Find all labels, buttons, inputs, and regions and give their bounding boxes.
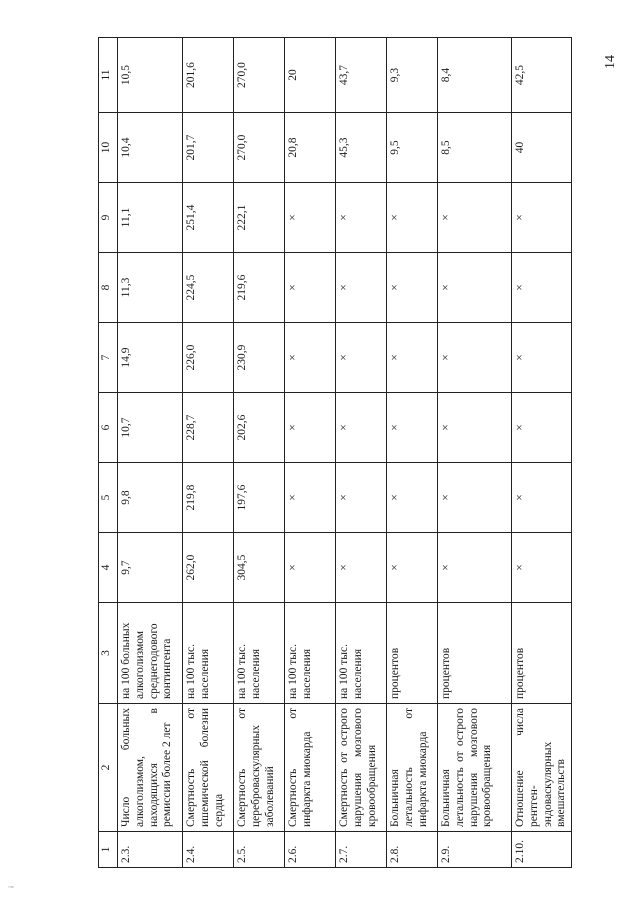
year-value: 40 (512, 113, 572, 183)
column-number: 11 (99, 38, 118, 113)
year-value: × (387, 533, 438, 603)
row-code: 2.8. (387, 832, 438, 868)
unit-of-measure: на 100 тыс. населения (234, 603, 285, 704)
column-number: 5 (99, 463, 118, 533)
unit-of-measure: процентов (438, 603, 512, 704)
year-value: 270,0 (234, 113, 285, 183)
row-code: 2.9. (438, 832, 512, 868)
year-value: 251,4 (183, 183, 234, 253)
indicator-name: Смертность от ишемической болезни сердца (183, 704, 234, 832)
year-value: × (285, 253, 336, 323)
year-value: × (336, 323, 387, 393)
year-value: × (438, 253, 512, 323)
table-row (438, 38, 512, 868)
year-value: 228,7 (183, 393, 234, 463)
year-value: × (336, 533, 387, 603)
year-value: 197,6 (234, 463, 285, 533)
stray-mark: ¡ (6, 885, 15, 889)
year-value: 11,1 (118, 183, 183, 253)
year-value: 20 (285, 38, 336, 113)
year-value: × (512, 533, 572, 603)
year-value: 42,5 (512, 38, 572, 113)
year-value: × (336, 393, 387, 463)
year-value: × (512, 183, 572, 253)
unit-of-measure: на 100 тыс. населения (183, 603, 234, 704)
year-value: 270,0 (234, 38, 285, 113)
page-number: 14 (603, 55, 618, 69)
indicator-name: Смертность от цереброваскулярных заболеваний (234, 704, 285, 832)
column-number: 6 (99, 393, 118, 463)
year-value: × (387, 183, 438, 253)
year-value: × (438, 393, 512, 463)
year-value: × (285, 183, 336, 253)
indicator-name: Число больных алкоголизмом, находящихся в ремиссии более 2 лет (118, 704, 183, 832)
year-value: × (336, 463, 387, 533)
year-value: × (512, 463, 572, 533)
year-value: 10,4 (118, 113, 183, 183)
indicator-name: Больничная летальность от острого нарушения мозгового кровообращения (438, 704, 512, 832)
year-value: 226,0 (183, 323, 234, 393)
unit-of-measure: процентов (387, 603, 438, 704)
unit-of-measure: процентов (512, 603, 572, 704)
year-value: 230,9 (234, 323, 285, 393)
year-value: × (438, 463, 512, 533)
column-number: 9 (99, 183, 118, 253)
year-value: × (387, 323, 438, 393)
indicator-name: Отношение числа рентген-эндоваскулярных вмешательств (512, 704, 572, 832)
year-value: × (285, 533, 336, 603)
year-value: 201,7 (183, 113, 234, 183)
year-value: 10,7 (118, 393, 183, 463)
indicators-table (98, 37, 572, 868)
unit-of-measure: на 100 больных алкоголизмом среднегодового контингента (118, 603, 183, 704)
year-value: 219,6 (234, 253, 285, 323)
row-code: 2.6. (285, 832, 336, 868)
column-number: 10 (99, 113, 118, 183)
year-value: 9,8 (118, 463, 183, 533)
table-row (285, 38, 336, 868)
year-value: × (387, 463, 438, 533)
table-row (118, 38, 183, 868)
indicator-name: Больничная летальность от инфаркта миокарда (387, 704, 438, 832)
year-value: 10,5 (118, 38, 183, 113)
row-code: 2.3. (118, 832, 183, 868)
row-code: 2.5. (234, 832, 285, 868)
year-value: 9,3 (387, 38, 438, 113)
year-value: × (336, 183, 387, 253)
year-value: × (387, 253, 438, 323)
column-number-row (99, 38, 118, 868)
year-value: 8,4 (438, 38, 512, 113)
year-value: 14,9 (118, 323, 183, 393)
year-value: × (438, 183, 512, 253)
year-value: 262,0 (183, 533, 234, 603)
table-row (336, 38, 387, 868)
year-value: 9,5 (387, 113, 438, 183)
column-number: 4 (99, 533, 118, 603)
unit-of-measure: на 100 тыс. населения (285, 603, 336, 704)
column-number: 1 (99, 832, 118, 868)
column-number: 8 (99, 253, 118, 323)
column-number: 7 (99, 323, 118, 393)
year-value: 9,7 (118, 533, 183, 603)
year-value: 201,6 (183, 38, 234, 113)
column-number: 2 (99, 704, 118, 832)
year-value: × (438, 533, 512, 603)
year-value: × (387, 393, 438, 463)
table-row (234, 38, 285, 868)
year-value: 43,7 (336, 38, 387, 113)
year-value: 11,3 (118, 253, 183, 323)
unit-of-measure: на 100 тыс. населения (336, 603, 387, 704)
indicator-name: Смертность от инфаркта миокарда (285, 704, 336, 832)
year-value: × (336, 253, 387, 323)
year-value: 45,3 (336, 113, 387, 183)
year-value: × (512, 393, 572, 463)
rotated-table-wrapper (98, 48, 588, 868)
year-value: 20,8 (285, 113, 336, 183)
year-value: 222,1 (234, 183, 285, 253)
row-code: 2.4. (183, 832, 234, 868)
year-value: × (285, 463, 336, 533)
table-row (183, 38, 234, 868)
year-value: × (512, 323, 572, 393)
column-number: 3 (99, 603, 118, 704)
year-value: 304,5 (234, 533, 285, 603)
year-value: × (285, 323, 336, 393)
table-row (512, 38, 572, 868)
year-value: 8,5 (438, 113, 512, 183)
table-row (387, 38, 438, 868)
indicator-name: Смертность от острого нарушения мозгового кровообращения (336, 704, 387, 832)
year-value: × (512, 253, 572, 323)
year-value: × (285, 393, 336, 463)
year-value: 219,8 (183, 463, 234, 533)
row-code: 2.10. (512, 832, 572, 868)
year-value: 202,6 (234, 393, 285, 463)
year-value: × (438, 323, 512, 393)
year-value: 224,5 (183, 253, 234, 323)
row-code: 2.7. (336, 832, 387, 868)
